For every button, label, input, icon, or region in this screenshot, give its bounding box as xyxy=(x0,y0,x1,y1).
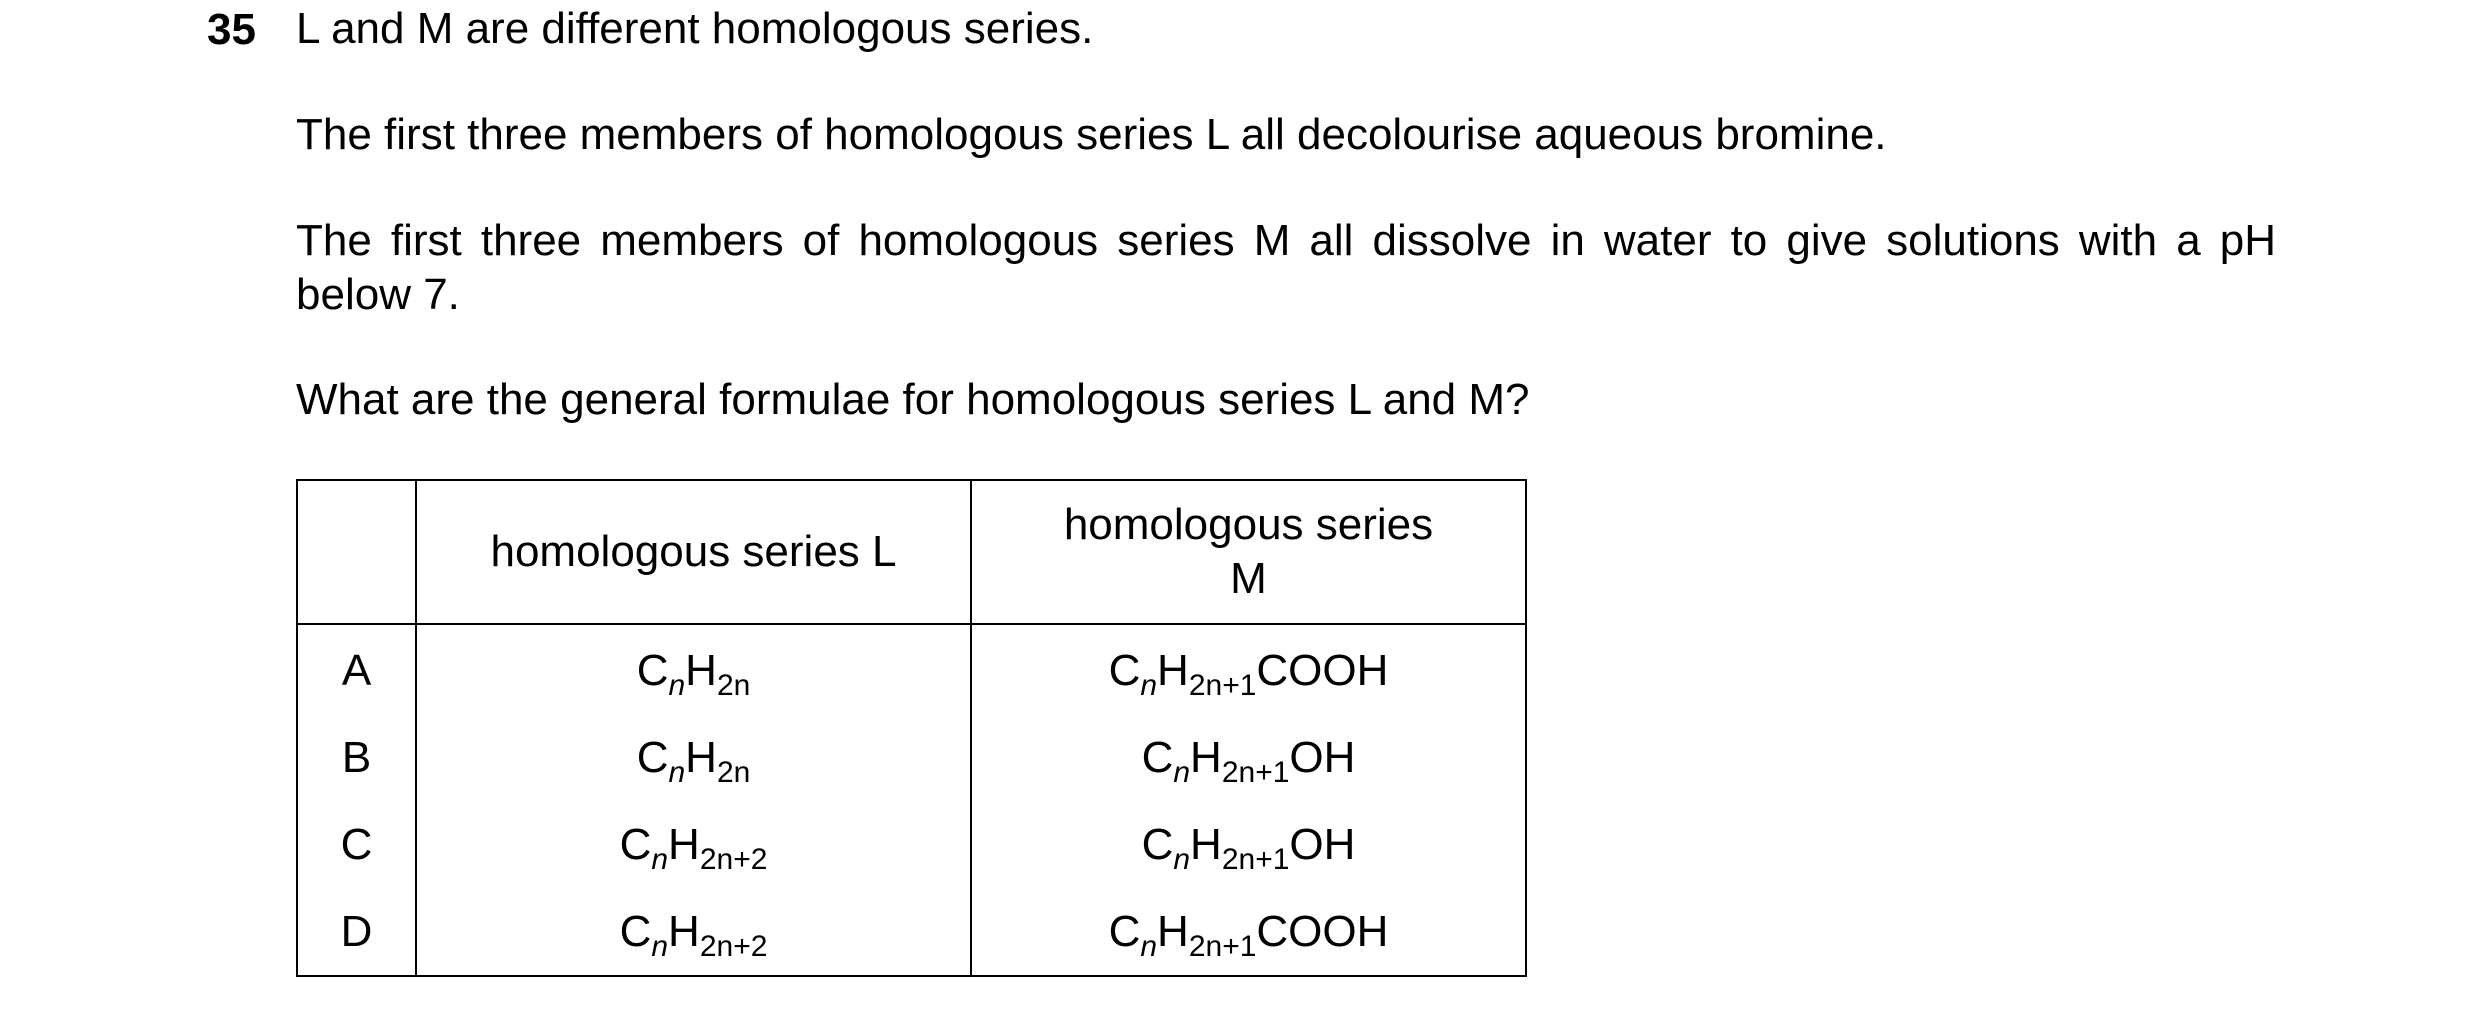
formula-subscript-n: n xyxy=(1173,755,1191,789)
formula-part-tail: OH xyxy=(1289,819,1356,869)
formula-part-h: H xyxy=(1190,732,1222,782)
series-l-formula-cell xyxy=(416,801,971,888)
series-m-formula-cell xyxy=(971,888,1526,976)
question-paragraph-3: The first three members of homologous series M all dissolve in water to give solutions with a pH below 7. xyxy=(296,216,2276,319)
formula-subscript-n: n xyxy=(1140,929,1158,963)
formula-subscript-n: n xyxy=(668,755,686,789)
chemical-formula xyxy=(619,819,768,876)
table-row xyxy=(297,888,1526,976)
chemical-formula xyxy=(1141,819,1356,876)
question-prompt: What are the general formulae for homologous series L and M? xyxy=(296,375,1530,424)
chemical-formula xyxy=(636,732,751,789)
question-paragraph-2: The first three members of homologous series L all decolourise aqueous bromine. xyxy=(296,110,1887,159)
formula-part-tail: COOH xyxy=(1256,906,1389,956)
formula-part-tail: OH xyxy=(1289,732,1356,782)
series-m-formula-cell xyxy=(971,801,1526,888)
formula-part-h: H xyxy=(1190,819,1222,869)
formula-part-c: C xyxy=(1141,732,1174,782)
chemical-formula xyxy=(1108,906,1389,963)
formula-subscript-n: n xyxy=(651,842,669,876)
header-blank xyxy=(297,480,416,624)
option-letter: D xyxy=(297,888,416,976)
chemical-formula xyxy=(619,906,768,963)
formula-subscript xyxy=(1173,843,1190,876)
question-number: 35 xyxy=(207,5,256,54)
formula-subscript xyxy=(1140,669,1157,702)
chemical-formula xyxy=(1108,645,1389,702)
header-series-m: homologous series M xyxy=(971,480,1526,624)
series-l-formula-cell xyxy=(416,888,971,976)
formula-part-sub: 2n+1 xyxy=(1221,755,1290,789)
table-header-row xyxy=(297,480,1526,624)
formula-subscript-n: n xyxy=(668,668,686,702)
formula-part-sub: 2n+2 xyxy=(699,842,768,876)
formula-subscript-n: n xyxy=(1173,842,1191,876)
formula-subscript xyxy=(1140,930,1157,963)
table-row xyxy=(297,624,1526,714)
formula-part-sub: 2n xyxy=(716,668,751,702)
series-l-formula-cell xyxy=(416,624,971,714)
formula-subscript xyxy=(651,930,668,963)
formula-part-h: H xyxy=(685,732,717,782)
table-row xyxy=(297,714,1526,801)
formula-subscript xyxy=(668,756,685,789)
formula-part-sub: 2n+2 xyxy=(699,929,768,963)
formula-part-c: C xyxy=(636,732,669,782)
formula-part-h: H xyxy=(685,645,717,695)
formula-part-sub: 2n+1 xyxy=(1188,668,1257,702)
series-m-formula-cell xyxy=(971,714,1526,801)
formula-part-h: H xyxy=(1157,645,1189,695)
header-series-l: homologous series L xyxy=(416,480,971,624)
formula-part-tail: COOH xyxy=(1256,645,1389,695)
formula-part-c: C xyxy=(619,906,652,956)
formula-part-h: H xyxy=(668,819,700,869)
formula-subscript xyxy=(1173,756,1190,789)
table-row xyxy=(297,801,1526,888)
formula-part-c: C xyxy=(636,645,669,695)
chemical-formula xyxy=(636,645,751,702)
formula-part-sub: 2n+1 xyxy=(1188,929,1257,963)
formula-subscript-n: n xyxy=(1140,668,1158,702)
series-l-formula-cell xyxy=(416,714,971,801)
question-paragraph-1: L and M are different homologous series. xyxy=(296,4,1094,53)
formula-part-h: H xyxy=(1157,906,1189,956)
formula-part-c: C xyxy=(1141,819,1174,869)
formula-subscript-n: n xyxy=(651,929,669,963)
option-letter: A xyxy=(297,624,416,714)
chemical-formula xyxy=(1141,732,1356,789)
formula-part-sub: 2n+1 xyxy=(1221,842,1290,876)
formula-subscript xyxy=(668,669,685,702)
formula-part-c: C xyxy=(619,819,652,869)
formula-part-c: C xyxy=(1108,906,1141,956)
options-table xyxy=(296,479,1527,977)
formula-part-sub: 2n xyxy=(716,755,751,789)
formula-subscript xyxy=(651,843,668,876)
option-letter: B xyxy=(297,714,416,801)
option-letter: C xyxy=(297,801,416,888)
formula-part-h: H xyxy=(668,906,700,956)
formula-part-c: C xyxy=(1108,645,1141,695)
series-m-formula-cell xyxy=(971,624,1526,714)
